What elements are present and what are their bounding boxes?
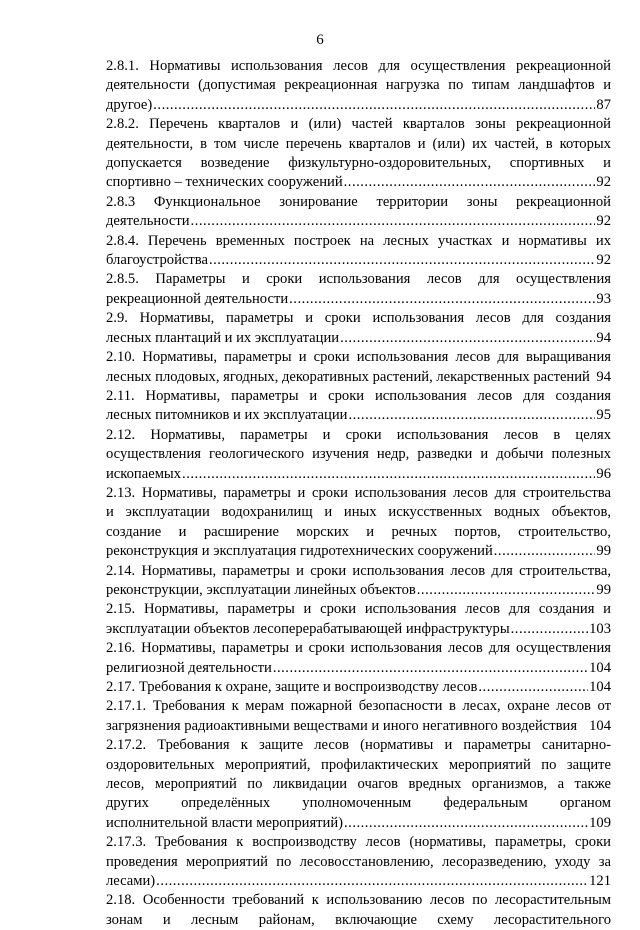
toc-entry-last-line: [106, 406, 611, 425]
toc-entry-line: проведения мероприятий по лесовосстановлению, лесоразведению, уходу за: [106, 853, 611, 870]
toc-entry-last-line: [106, 173, 611, 192]
dot-leader: [340, 329, 595, 348]
toc-entry-last-line: [106, 717, 611, 736]
toc-entry[interactable]: [106, 426, 611, 484]
toc-entry-line: допускается возведение физкультурно-оздоровительных, спортивных и: [106, 155, 611, 172]
toc-entry-text: загрязнения радиоактивными веществами и иного негативного воздействия: [106, 717, 578, 734]
toc-entry-text: реконструкция и эксплуатация гидротехнических сооружений: [106, 543, 493, 560]
toc-entry-line: 2.17.1. Требования к мерам пожарной безопасности в лесах, охране лесов от: [106, 698, 611, 715]
toc-entry-text: деятельности: [106, 213, 190, 230]
dot-leader: [153, 96, 595, 115]
toc-entry[interactable]: [106, 891, 611, 930]
toc-page-number: 95: [596, 407, 611, 424]
toc-page-number: 99: [596, 543, 611, 560]
toc-entry[interactable]: [106, 193, 611, 232]
toc-page-number: 121: [589, 873, 611, 890]
dot-leader: [273, 659, 588, 678]
toc-entry-line: лесов, мероприятий по ликвидации очагов вредных организмов, а также: [106, 776, 611, 793]
toc-entry[interactable]: [106, 678, 611, 697]
toc-page-number: 92: [596, 252, 611, 269]
toc-entry[interactable]: [106, 600, 611, 639]
toc-page-number: 96: [596, 465, 611, 482]
toc-page-number: 94: [596, 329, 611, 346]
dot-leader: [348, 406, 595, 425]
toc-entry-last-line: [106, 814, 611, 833]
toc-entry[interactable]: [106, 115, 611, 193]
toc-entry-line: осуществления геологического изучения недр, разведки и добычи полезных: [106, 446, 611, 463]
toc-entry-text: благоустройства: [106, 252, 208, 269]
toc-entry-last-line: [106, 872, 611, 891]
toc-entry-line: 2.8.5. Параметры и сроки использования лесов для осуществления: [106, 271, 611, 288]
toc-entry-line: 2.8.4. Перечень временных построек на лесных участках и нормативы их: [106, 232, 611, 249]
toc-entry-line: 2.15. Нормативы, параметры и сроки использования лесов для создания и: [106, 601, 611, 618]
toc-page-number: 92: [596, 213, 611, 230]
toc-page-number: 103: [589, 620, 611, 637]
toc-entry-text: лесных питомников и их эксплуатации: [106, 407, 348, 424]
toc-entry-text: ископаемых: [106, 465, 182, 482]
toc-entry[interactable]: [106, 833, 611, 891]
toc-entry-text: спортивно – технических сооружений: [106, 174, 343, 191]
toc-entry[interactable]: [106, 639, 611, 678]
toc-entry-last-line: [106, 251, 611, 270]
dot-leader: [511, 620, 588, 639]
dot-leader: [344, 173, 596, 192]
toc-entry-text: эксплуатации объектов лесоперерабатывающей инфраструктуры: [106, 620, 510, 637]
dot-leader: [209, 251, 595, 270]
toc-page-number: 109: [589, 814, 611, 831]
toc-entry-line: 2.8.3 Функциональное зонирование территории зоны рекреационной: [106, 193, 611, 210]
toc-entry-line: деятельности (допустимая рекреационная нагрузка по типам ландшафтов и: [106, 77, 611, 94]
toc-entry-text: исполнительной власти мероприятий): [106, 814, 344, 831]
toc-entry[interactable]: [106, 232, 611, 271]
dot-leader: [417, 581, 596, 600]
toc-entry-last-line: [106, 212, 611, 231]
toc-page-number: 92: [596, 174, 611, 191]
toc-entry-text: другое): [106, 96, 153, 113]
toc-entry-line: 2.17.3. Требования к воспроизводству лесов (нормативы, параметры, сроки: [106, 834, 611, 851]
toc-entry-text: религиозной деятельности: [106, 659, 272, 676]
dot-leader: [156, 872, 588, 891]
toc-page-number: 94: [596, 368, 611, 385]
toc-entry-line: 2.9. Нормативы, параметры и сроки использования лесов для создания: [106, 310, 611, 327]
toc-entry-last-line: [106, 465, 611, 484]
toc-entry-line: и эксплуатации водохранилищ и иных искусственных водных объектов,: [106, 504, 611, 521]
dot-leader: [494, 542, 596, 561]
toc-entry-line: деятельности, в том числе перечень кварталов и (или) их частей, в которых: [106, 135, 611, 152]
toc-entry-line: 2.10. Нормативы, параметры и сроки использования лесов для выращивания: [106, 349, 611, 366]
toc-page-number: 93: [596, 290, 611, 307]
dot-leader: [478, 678, 588, 697]
toc-entry-line: 2.8.1. Нормативы использования лесов для осуществления рекреационной: [106, 58, 611, 74]
toc-entry-text: 2.17. Требования к охране, защите и воспроизводству лесов: [106, 679, 478, 695]
toc-entry[interactable]: [106, 309, 611, 348]
toc-entry-last-line: [106, 290, 611, 309]
toc-entry-line: зонам и лесным районам, включающие схему лесорастительного: [106, 911, 611, 928]
toc-page-number: 104: [589, 659, 611, 676]
toc-entry-line: 2.13. Нормативы, параметры и сроки использования лесов для строительства: [106, 484, 611, 501]
dot-leader: [289, 290, 595, 309]
toc-entry-last-line: [106, 96, 611, 115]
toc-entry-text: реконструкции, эксплуатации линейных объектов: [106, 581, 416, 598]
toc-page-number: 104: [589, 679, 611, 695]
toc-entry-line: оздоровительных мероприятий, профилактических мероприятий по защите: [106, 756, 611, 773]
toc-entry[interactable]: [106, 387, 611, 426]
toc-entry-last-line: [106, 329, 611, 348]
dot-leader: [191, 212, 596, 231]
toc-entry-last-line: [106, 542, 611, 561]
toc-entry[interactable]: [106, 484, 611, 562]
toc-entry-line: создание и расширение морских и речных портов, строительство,: [106, 523, 611, 540]
toc-entry-line: 2.11. Нормативы, параметры и сроки использования лесов для создания: [106, 387, 611, 404]
toc-entry-last-line: [106, 581, 611, 600]
toc-entry-line: 2.8.2. Перечень кварталов и (или) частей кварталов зоны рекреационной: [106, 116, 611, 133]
toc-entry-line: 2.12. Нормативы, параметры и сроки использования лесов в целях: [106, 426, 611, 443]
page-number: 6: [316, 32, 324, 48]
toc-entry-line: 2.17.2. Требования к защите лесов (нормативы и параметры санитарно-: [106, 737, 611, 754]
table-of-contents: [106, 57, 611, 930]
toc-entry-line: 2.18. Особенности требований к использованию лесов по лесорастительным: [106, 892, 611, 909]
dot-leader: [344, 814, 588, 833]
toc-entry-last-line: [106, 620, 611, 639]
dot-leader: [182, 465, 595, 484]
toc-entry-text: лесами): [106, 873, 156, 890]
toc-entry[interactable]: [106, 562, 611, 601]
toc-entry-text: лесных плантаций и их эксплуатации: [106, 329, 340, 346]
toc-entry-text: рекреационной деятельности: [106, 290, 289, 307]
toc-entry[interactable]: [106, 697, 611, 736]
toc-page-number: 87: [596, 96, 611, 113]
toc-entry-line: 2.16. Нормативы, параметры и сроки использования лесов для осуществления: [106, 640, 611, 657]
toc-page-number: 99: [596, 581, 611, 598]
toc-entry[interactable]: [106, 270, 611, 309]
toc-entry-last-line: [106, 678, 611, 697]
toc-entry-text: лесных плодовых, ягодных, декоративных растений, лекарственных растений: [106, 368, 590, 385]
toc-entry[interactable]: [106, 57, 611, 115]
toc-entry-line: других определённых уполномоченным федеральным органом: [106, 795, 611, 812]
toc-page-number: 104: [589, 717, 611, 734]
toc-entry-last-line: [106, 368, 611, 387]
toc-entry-line: 2.14. Нормативы, параметры и сроки использования лесов для строительства,: [106, 562, 611, 579]
toc-entry-last-line: [106, 659, 611, 678]
toc-entry[interactable]: [106, 736, 611, 833]
toc-entry[interactable]: [106, 348, 611, 387]
